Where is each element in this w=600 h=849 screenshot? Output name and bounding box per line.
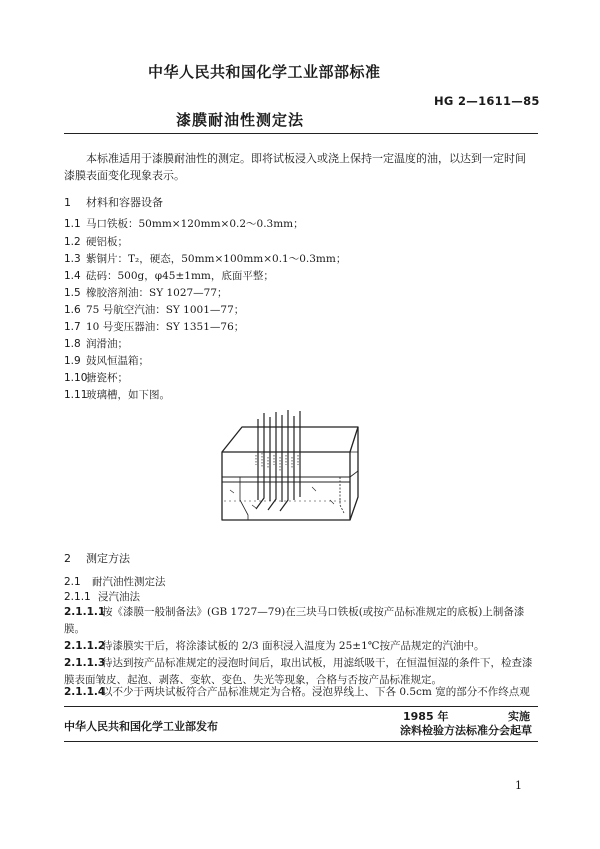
intro-paragraph: 本标准适用于漆膜耐油性的测定。即将试板浸入或浇上保持一定温度的油，以达到一定时间漆膜表面变化现象表示。 — [64, 152, 526, 182]
section-2-number: 2 — [64, 552, 71, 565]
paragraph-2-1-1-2: 2.1.1.2待漆膜实干后，将涂漆试板的 2/3 面积浸入温度为 25±1℃按产品规定的汽油中。 — [64, 640, 485, 652]
section-1-heading — [64, 194, 163, 210]
list-item: 1.11玻璃槽，如下图。 — [64, 389, 170, 401]
subsection-2-1-1: 2.1.1 浸汽油法 — [64, 591, 140, 603]
tank-top-edge — [222, 427, 358, 452]
standard-code: HG 2—1611—85 — [434, 94, 540, 108]
header-rule — [64, 133, 538, 134]
drafting-body: 涂料检验方法标准分会起草 — [400, 724, 532, 737]
document-title: 漆膜耐油性测定法 — [176, 111, 305, 129]
list-item: 1.2 硬铝板； — [64, 236, 128, 248]
list-item: 1.10搪瓷杯； — [64, 372, 128, 384]
paragraph-2-1-1-1: 2.1.1.1按《漆膜一般制备法》(GB 1727—79)在三块马口铁板(或按产品标准规定的底板)上制备漆膜。 — [64, 606, 525, 635]
list-item: 1.6 75 号航空汽油：SY 1001—77； — [64, 304, 245, 316]
section-1-title: 材料和容器设备 — [86, 196, 163, 209]
list-item: 1.5 橡胶溶剂油：SY 1027—77； — [64, 287, 228, 299]
footer-rule — [64, 706, 538, 707]
section-1-number: 1 — [64, 196, 71, 209]
list-item: 1.9 鼓风恒温箱； — [64, 355, 149, 367]
glass-tank-figure — [212, 405, 362, 523]
list-item: 1.4 砝码：500g，φ45±1mm，底面平整； — [64, 270, 274, 282]
paragraph-2-1-1-3: 2.1.1.3待达到按产品标准规定的浸泡时间后，取出试板，用滤纸吸干，在恒温恒湿的条件下，检查漆膜表面皱皮、起泡、剥落、变软、变色、失光等现象，合格与否按产品标准规定。 — [64, 657, 533, 686]
section-2-title: 测定方法 — [86, 552, 130, 565]
subsection-2-1: 2.1 耐汽油性测定法 — [64, 576, 166, 588]
section-2-heading — [64, 550, 130, 566]
implementation-year: 1985 年 — [403, 710, 449, 723]
paragraph-2-1-1-4: 2.1.1.4以不少于两块试板符合产品标准规定为合格。浸泡界线上、下各 0.5cm 宽的部分不作终点观 — [64, 686, 530, 698]
list-item: 1.8 润滑油； — [64, 338, 128, 350]
test-panels — [256, 410, 300, 511]
footer-bottom-rule — [64, 741, 538, 742]
implementation-label: 实施 — [508, 710, 530, 723]
list-item: 1.1 马口铁板：50mm×120mm×0.2～0.3mm； — [64, 218, 304, 230]
list-item: 1.3 紫铜片：T₂，硬态，50mm×100mm×0.1～0.3mm； — [64, 253, 347, 265]
page-number: 1 — [515, 779, 522, 792]
publisher: 中华人民共和国化学工业部发布 — [64, 720, 218, 733]
issuing-organization: 中华人民共和国化学工业部部标准 — [148, 63, 381, 81]
list-item: 1.7 10 号变压器油：SY 1351—76； — [64, 321, 245, 333]
